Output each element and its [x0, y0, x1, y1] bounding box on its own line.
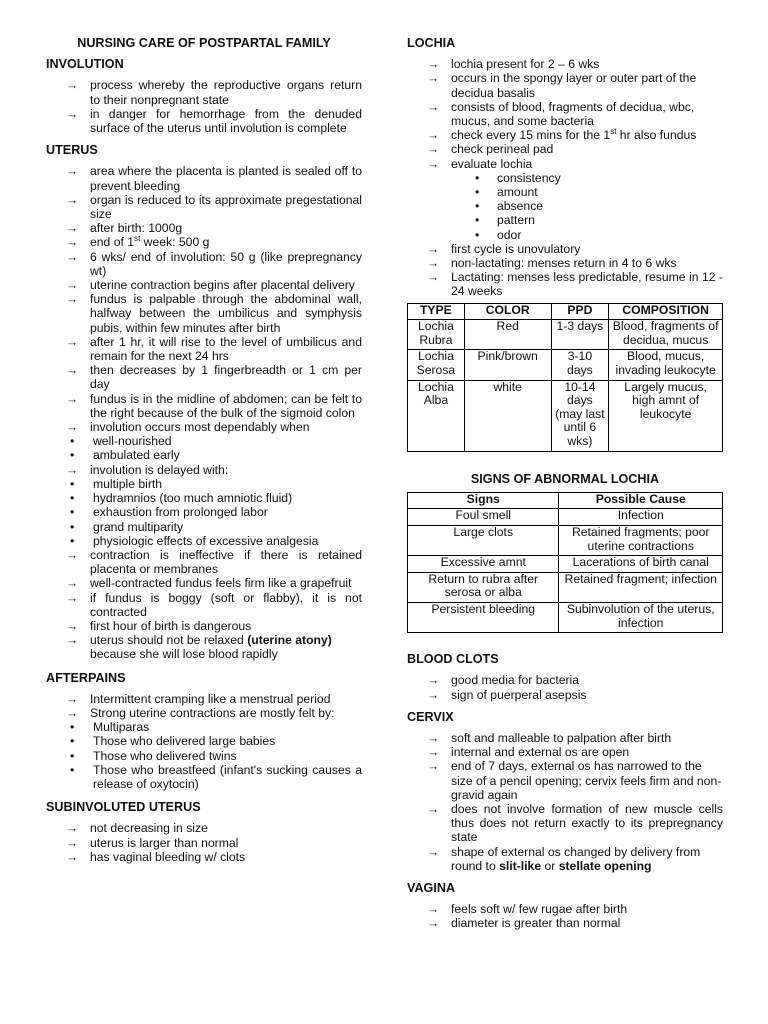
uterus-heading: UTERUS: [46, 143, 98, 158]
bullet-icon: •: [475, 227, 480, 242]
arrow-icon: →: [66, 462, 79, 477]
bullet-icon: •: [70, 505, 75, 520]
dependably-when-list: [46, 434, 362, 462]
felt-by-list: [46, 720, 362, 791]
list-item: → uterine contraction begins after placental delivery: [66, 278, 355, 293]
arrow-icon: →: [427, 241, 440, 256]
bullet-icon: •: [70, 434, 75, 449]
list-item: • Those who delivered twins: [70, 748, 237, 763]
table-row: [408, 350, 723, 380]
arrow-icon: →: [66, 821, 79, 836]
list-item: • Those who breastfeed (infant's sucking causes a release of oxytocin): [70, 762, 362, 791]
arrow-icon: →: [66, 164, 79, 179]
arrow-icon: →: [66, 391, 79, 406]
list-item: → lochia present for 2 – 6 wks: [427, 57, 600, 72]
table-cell: Red: [464, 320, 551, 350]
table-header: COMPOSITION: [609, 303, 723, 320]
list-item: • physiologic effects of excessive analgesia: [70, 533, 319, 548]
table-cell: Pink/brown: [464, 350, 551, 380]
list-item: → process whereby the reproductive organs return to their nonpregnant state: [66, 78, 362, 107]
list-item: → does not involve formation of new muscle cells thus does not return exactly to its prepregnancy state: [427, 801, 723, 845]
bullet-icon: •: [70, 533, 75, 548]
table-header: COLOR: [464, 303, 551, 320]
arrow-icon: →: [427, 99, 440, 114]
arrow-icon: →: [427, 759, 440, 774]
bullet-icon: •: [70, 476, 75, 491]
table-row: [408, 602, 723, 632]
table-cell: 10-14 days (may last until 6 wks): [551, 380, 609, 451]
afterpains-list: [46, 692, 362, 791]
list-item: → area where the placenta is planted is sealed off to prevent bleeding: [66, 164, 362, 193]
table-header: TYPE: [408, 303, 465, 320]
table-cell: Retained fragment; infection: [559, 572, 723, 602]
table-cell: Subinvolution of the uterus, infection: [559, 602, 723, 632]
table-row: [408, 320, 723, 350]
list-item: → involution is delayed with: • multiple birth • hydramnios (too much amniotic fluid) • exhaustion from prolonged labor • grand multiparity • physiologic effects of excessive analgesia: [46, 463, 362, 548]
arrow-icon: →: [66, 835, 79, 850]
table-cell: Largely mucus, high amnt of leukocyte: [609, 380, 723, 451]
table-cell: Retained fragments; poor uterine contractions: [559, 525, 723, 555]
list-item: → organ is reduced to its approximate pregestational size: [66, 192, 362, 222]
cervix-heading: CERVIX: [407, 709, 454, 724]
arrow-icon: →: [427, 687, 440, 702]
list-item: → fundus is palpable through the abdominal wall, halfway between the umbilicus and symphysis pubis, within few minutes after birth: [66, 292, 362, 335]
arrow-icon: →: [427, 730, 440, 745]
table-row: [408, 509, 723, 526]
bullet-icon: •: [70, 448, 75, 463]
list-item: → first cycle is unovulatory: [427, 241, 581, 256]
list-item: → internal and external os are open: [427, 745, 630, 760]
blood-clots-heading: BLOOD CLOTS: [407, 652, 499, 667]
arrow-icon: →: [66, 249, 79, 264]
subinvoluted-list: [46, 821, 362, 864]
list-item: • well-nourished: [70, 434, 172, 449]
list-item: → fundus is in the midline of abdomen; can be felt to the right because of the bulk of the sigmoid colon: [66, 391, 362, 420]
arrow-icon: →: [66, 106, 79, 121]
bullet-icon: •: [70, 720, 75, 735]
table-cell: Large clots: [408, 525, 559, 555]
arrow-icon: →: [66, 78, 79, 93]
list-item: → contraction is ineffective if there is retained placenta or membranes: [66, 547, 362, 577]
arrow-icon: →: [66, 221, 79, 236]
list-item: → has vaginal bleeding w/ clots: [66, 849, 246, 864]
list-item: → check perineal pad: [427, 142, 554, 157]
table-cell: 3-10 days: [551, 350, 609, 380]
abnormal-lochia-heading: SIGNS OF ABNORMAL LOCHIA: [470, 471, 660, 486]
table-header-row: [408, 303, 723, 320]
right-column: [407, 36, 723, 931]
list-item: • amount: [475, 185, 538, 200]
list-item: → first hour of birth is dangerous: [66, 618, 252, 633]
list-item: → check every 15 mins for the 1st hr also fundus: [427, 127, 697, 143]
blood-clots-list: [407, 673, 723, 701]
arrow-icon: →: [427, 71, 440, 86]
bullet-icon: •: [475, 199, 480, 214]
delayed-with-list: [46, 477, 362, 548]
list-item: → not decreasing in size: [66, 821, 208, 836]
list-item: • Those who delivered large babies: [70, 734, 276, 749]
list-item: → uterus should not be relaxed (uterine atony) because she will lose blood rapidly: [66, 633, 332, 662]
table-cell: Blood, fragments of decidua, mucus: [609, 320, 723, 350]
evaluate-list: [407, 171, 723, 242]
table-cell: Lochia Serosa: [408, 350, 465, 380]
list-item: → Strong uterine contractions are mostly felt by: • Multiparas • Those who delivered large babies • Those who delivered twins • Those who breastfeed (infant's sucking causes a release of oxytocin): [46, 706, 362, 791]
arrow-icon: →: [66, 705, 79, 720]
list-item: → then decreases by 1 fingerbreadth or 1 cm per day: [66, 363, 362, 392]
subinvoluted-heading: SUBINVOLUTED UTERUS: [46, 800, 201, 815]
list-item: → non-lactating: menses return in 4 to 6 wks: [427, 256, 677, 271]
bullet-icon: •: [70, 519, 75, 534]
arrow-icon: →: [66, 590, 79, 605]
table-header: PPD: [551, 303, 609, 320]
arrow-icon: →: [66, 334, 79, 349]
involution-heading: INVOLUTION: [46, 57, 124, 72]
list-item: • absence: [475, 199, 544, 214]
list-item: → diameter is greater than normal: [427, 916, 621, 931]
document-title: NURSING CARE OF POSTPARTAL FAMILY: [77, 36, 331, 50]
list-item: • grand multiparity: [70, 519, 184, 534]
table-cell: Blood, mucus, invading leukocyte: [609, 350, 723, 380]
list-item: • pattern: [475, 213, 535, 228]
arrow-icon: →: [66, 420, 79, 435]
bullet-icon: •: [475, 213, 480, 228]
table-cell: Lacerations of birth canal: [559, 556, 723, 573]
arrow-icon: →: [427, 270, 440, 285]
list-item: → 6 wks/ end of involution: 50 g (like prepregnancy wt): [66, 249, 362, 278]
afterpains-heading: AFTERPAINS: [46, 670, 126, 685]
table-cell: 1-3 days: [551, 320, 609, 350]
list-item: → sign of puerperal asepsis: [427, 687, 587, 702]
arrow-icon: →: [66, 618, 79, 633]
list-item: → involution occurs most dependably when • well-nourished • ambulated early: [46, 420, 362, 463]
involution-list: [46, 78, 362, 135]
list-item: • Multiparas: [70, 720, 150, 735]
arrow-icon: →: [66, 278, 79, 293]
list-item: → end of 7 days, external os has narrowed to the size of a pencil opening; cervix feels firm and non-gravid again: [427, 759, 722, 802]
list-item: → end of 1st week: 500 g: [66, 234, 210, 250]
list-item: • odor: [475, 227, 522, 242]
vagina-heading: VAGINA: [407, 880, 456, 895]
list-item: → after birth: 1000g: [66, 221, 183, 236]
table-cell: Lochia Alba: [408, 380, 465, 451]
arrow-icon: →: [66, 547, 79, 562]
arrow-icon: →: [66, 235, 79, 250]
list-item: → evaluate lochia • consistency • amount • absence • pattern • odor: [407, 157, 723, 242]
lochia-list: [407, 57, 723, 298]
list-item: → occurs in the spongy layer or outer part of the decidua basalis: [427, 71, 697, 100]
table-cell: Return to rubra after serosa or alba: [408, 572, 559, 602]
list-item: • consistency: [475, 170, 561, 185]
bullet-icon: •: [475, 185, 480, 200]
list-item: • multiple birth: [70, 476, 163, 491]
list-item: → in danger for hemorrhage from the denuded surface of the uterus until involution is complete: [66, 106, 362, 136]
list-item: → soft and malleable to palpation after birth: [427, 730, 672, 745]
bullet-icon: •: [475, 170, 480, 185]
abnormal-lochia-table: [407, 492, 723, 633]
lochia-table-wrap: [407, 303, 723, 452]
uterus-list: [46, 164, 362, 661]
table-cell: Infection: [559, 509, 723, 526]
table-cell: white: [464, 380, 551, 451]
list-item: → uterus is larger than normal: [66, 835, 239, 850]
arrow-icon: →: [427, 745, 440, 760]
left-column: [46, 36, 362, 864]
bullet-icon: •: [70, 762, 75, 777]
arrow-icon: →: [427, 916, 440, 931]
arrow-icon: →: [66, 192, 79, 207]
list-item: • exhaustion from prolonged labor: [70, 505, 268, 520]
arrow-icon: →: [66, 633, 79, 648]
table-header: Possible Cause: [559, 492, 723, 509]
cervix-list: [407, 731, 723, 873]
arrow-icon: →: [427, 256, 440, 271]
list-item: → consists of blood, fragments of decidua, wbc, mucus, and some bacteria: [427, 99, 695, 129]
arrow-icon: →: [427, 128, 440, 143]
table-cell: Persistent bleeding: [408, 602, 559, 632]
table-row: [408, 556, 723, 573]
list-item: → shape of external os changed by delivery from round to slit-like or stellate opening: [427, 844, 701, 873]
bullet-icon: •: [70, 491, 75, 506]
arrow-icon: →: [66, 363, 79, 378]
arrow-icon: →: [427, 142, 440, 157]
arrow-icon: →: [427, 844, 440, 859]
table-cell: Excessive amnt: [408, 556, 559, 573]
lochia-heading: LOCHIA: [407, 36, 456, 50]
list-item: → well-contracted fundus feels firm like a grapefruit: [66, 576, 352, 591]
list-item: → after 1 hr, it will rise to the level of umbilicus and remain for the next 24 hrs: [66, 334, 362, 364]
arrow-icon: →: [427, 801, 440, 816]
list-item: → Lactating: menses less predictable, resume in 12 - 24 weeks: [427, 270, 723, 299]
table-row: [408, 525, 723, 555]
arrow-icon: →: [427, 673, 440, 688]
list-item: → feels soft w/ few rugae after birth: [427, 902, 628, 917]
list-item: → Intermittent cramping like a menstrual period: [66, 691, 331, 706]
arrow-icon: →: [427, 902, 440, 917]
list-item: → good media for bacteria: [427, 673, 580, 688]
bullet-icon: •: [70, 734, 75, 749]
arrow-icon: →: [66, 691, 79, 706]
arrow-icon: →: [66, 576, 79, 591]
arrow-icon: →: [427, 156, 440, 171]
vagina-list: [407, 902, 723, 930]
bullet-icon: •: [70, 748, 75, 763]
list-item: • ambulated early: [70, 448, 180, 463]
list-item: • hydramnios (too much amniotic fluid): [70, 491, 293, 506]
lochia-table: [407, 303, 723, 452]
table-row: [408, 380, 723, 451]
table-header-row: [408, 492, 723, 509]
table-cell: Lochia Rubra: [408, 320, 465, 350]
arrow-icon: →: [66, 292, 79, 307]
table-cell: Foul smell: [408, 509, 559, 526]
list-item: → if fundus is boggy (soft or flabby), it is not contracted: [66, 590, 362, 619]
arrow-icon: →: [427, 57, 440, 72]
table-header: Signs: [408, 492, 559, 509]
table-row: [408, 572, 723, 602]
arrow-icon: →: [66, 849, 79, 864]
